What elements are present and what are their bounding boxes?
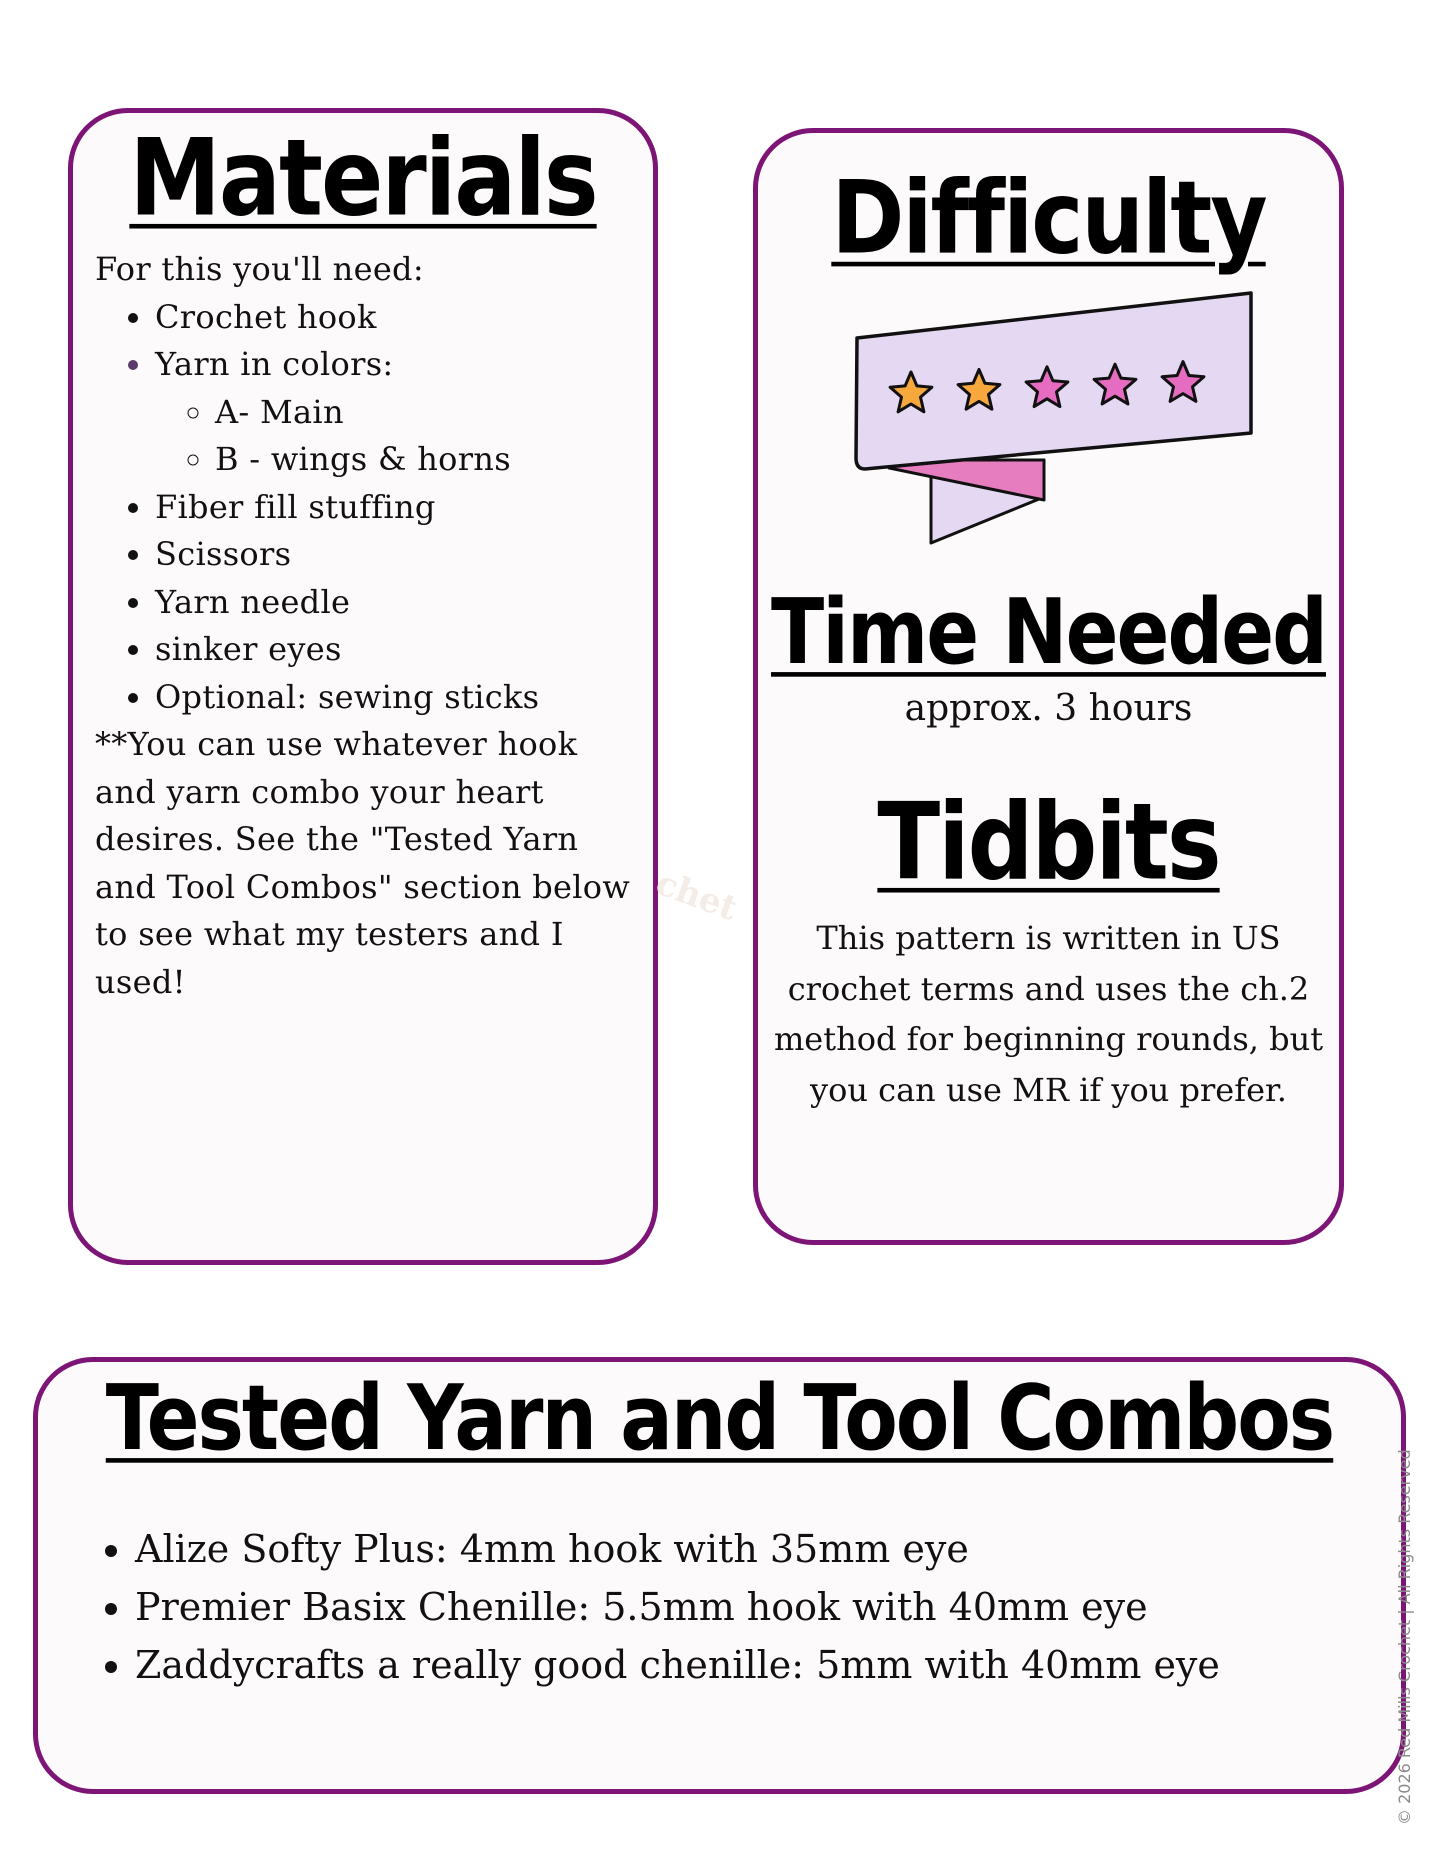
list-item: • Crochet hook (155, 294, 635, 342)
list-item: ◦ A- Main (215, 389, 635, 437)
list-item: • Optional: sewing sticks (155, 674, 635, 722)
difficulty-card (753, 128, 1344, 1245)
list-item: • Premier Basix Chenille: 5.5mm hook with 40mm eye (135, 1578, 1220, 1636)
difficulty-title: Difficulty (831, 158, 1266, 277)
list-item: • Scissors (155, 531, 635, 579)
time-needed-value: approx. 3 hours (904, 688, 1193, 729)
combos-card (33, 1357, 1406, 1794)
list-item: • Zaddycrafts a really good chenille: 5mm with 40mm eye (135, 1636, 1220, 1694)
materials-card (68, 108, 658, 1265)
materials-note: **You can use whatever hook and yarn combo your heart desires. See the "Tested Yarn and Tool Combos" section below to see what my testers and I used! (95, 725, 631, 1001)
materials-intro: For this you'll need: (95, 250, 424, 288)
yarn-colors-label: Yarn in colors: (155, 345, 394, 383)
materials-list (95, 294, 635, 722)
list-item: ◦ B - wings & horns (215, 436, 635, 484)
watermark: chet (650, 863, 743, 929)
list-item: • sinker eyes (155, 626, 635, 674)
time-needed-title: Time Needed (771, 581, 1326, 685)
list-item (155, 341, 635, 484)
materials-title: Materials (129, 116, 597, 241)
combos-title: Tested Yarn and Tool Combos (105, 1367, 1334, 1471)
list-item: • Alize Softy Plus: 4mm hook with 35mm eye (135, 1520, 1220, 1578)
tidbits-title: Tidbits (877, 780, 1220, 905)
copyright-notice: © 2026 Red Mills Crochet | All Rights Reserved (1395, 1449, 1414, 1825)
combos-list (90, 1520, 1220, 1694)
materials-content (95, 246, 635, 1006)
yarn-colors-list (155, 389, 635, 484)
difficulty-rating-banner (849, 290, 1259, 546)
list-item: • Fiber fill stuffing (155, 484, 635, 532)
list-item: • Yarn needle (155, 579, 635, 627)
tidbits-text: This pattern is written in US crochet terms and uses the ch.2 method for beginning rounds, but you can use MR if you prefer. (773, 919, 1324, 1109)
